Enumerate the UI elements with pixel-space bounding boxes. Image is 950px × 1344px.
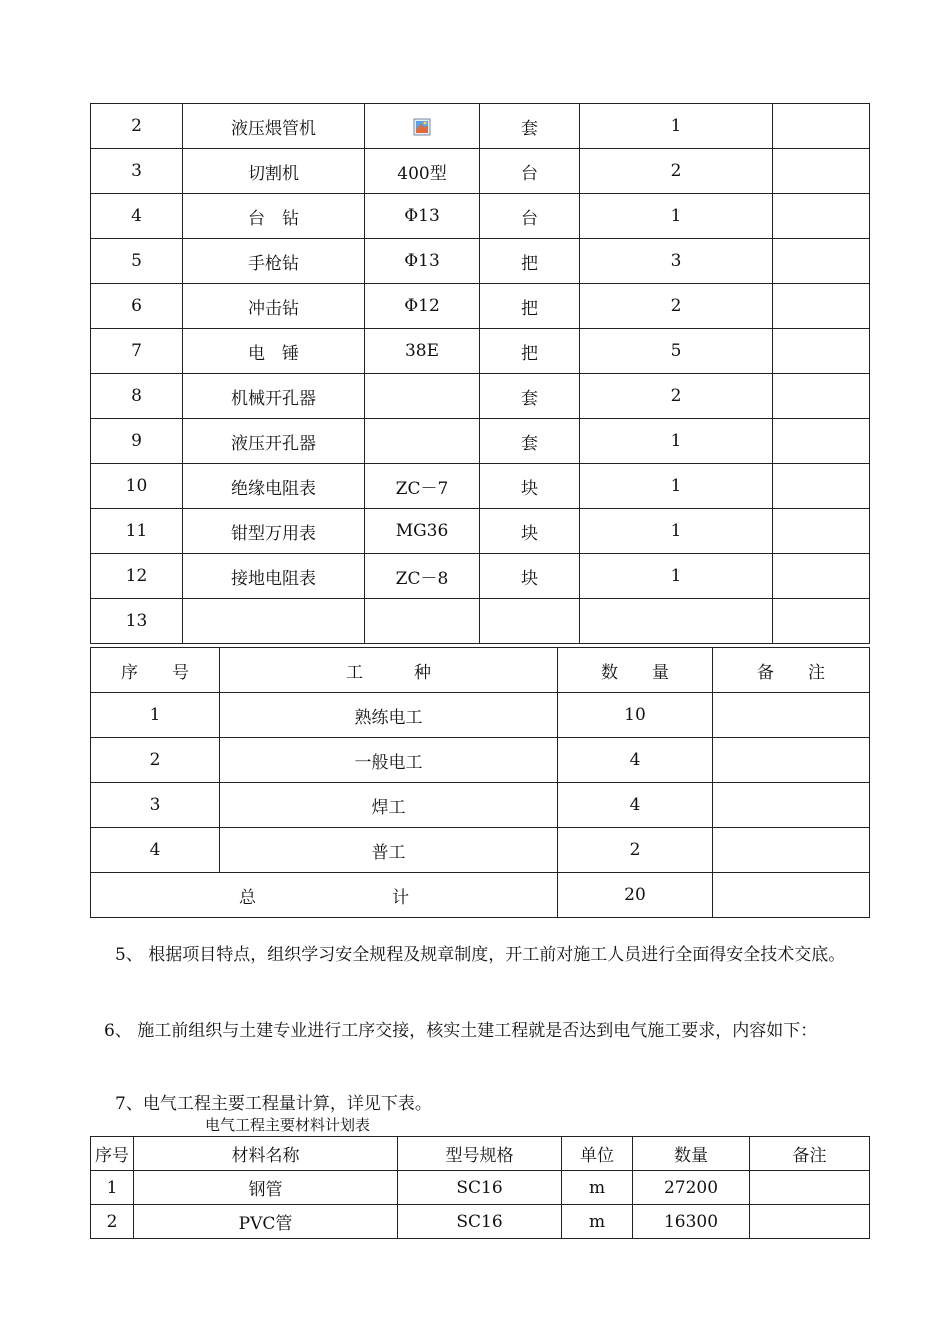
cell-qty: 1 bbox=[580, 464, 773, 509]
materials-row bbox=[91, 1205, 870, 1239]
cell-model: ZC－7 bbox=[365, 464, 480, 509]
cell-model: Φ13 bbox=[365, 239, 480, 284]
total-note bbox=[713, 873, 870, 918]
cell-model: SC16 bbox=[398, 1171, 562, 1205]
cell-name: 接地电阻表 bbox=[183, 554, 365, 599]
header-note: 备注 bbox=[750, 1137, 870, 1171]
cell-name: 液压煨管机 bbox=[183, 104, 365, 149]
cell-no: 12 bbox=[91, 554, 183, 599]
cell-name: 绝缘电阻表 bbox=[183, 464, 365, 509]
cell-note bbox=[773, 194, 870, 239]
materials-header-row bbox=[91, 1137, 870, 1171]
equipment-row bbox=[91, 509, 870, 554]
cell-name: 钳型万用表 bbox=[183, 509, 365, 554]
cell-no: 4 bbox=[91, 828, 220, 873]
cell-qty: 2 bbox=[558, 828, 713, 873]
cell-type: 焊工 bbox=[220, 783, 558, 828]
cell-no: 1 bbox=[91, 1171, 134, 1205]
labor-row bbox=[91, 693, 870, 738]
cell-unit: 台 bbox=[480, 149, 580, 194]
cell-model: Φ13 bbox=[365, 194, 480, 239]
materials-table bbox=[90, 1136, 870, 1239]
cell-no: 10 bbox=[91, 464, 183, 509]
cell-qty bbox=[580, 599, 773, 644]
paragraph-5: 5、 根据项目特点，组织学习安全规程及规章制度，开工前对施工人员进行全面得安全技术交底。 bbox=[115, 945, 846, 965]
equipment-row bbox=[91, 149, 870, 194]
cell-unit: 套 bbox=[480, 419, 580, 464]
header-type: 工 种 bbox=[220, 648, 558, 693]
cell-unit: 把 bbox=[480, 284, 580, 329]
cell-note bbox=[773, 554, 870, 599]
cell-name: 冲击钻 bbox=[183, 284, 365, 329]
cell-note bbox=[773, 284, 870, 329]
header-note: 备 注 bbox=[713, 648, 870, 693]
cell-no: 1 bbox=[91, 693, 220, 738]
cell-qty: 2 bbox=[580, 149, 773, 194]
cell-name: 液压开孔器 bbox=[183, 419, 365, 464]
cell-model: 38E bbox=[365, 329, 480, 374]
header-unit: 单位 bbox=[562, 1137, 633, 1171]
paragraph-6: 6、 施工前组织与土建专业进行工序交接，核实土建工程就是否达到电气施工要求，内容如下： bbox=[104, 1021, 818, 1041]
cell-qty: 2 bbox=[580, 374, 773, 419]
equipment-row bbox=[91, 104, 870, 149]
header-model: 型号规格 bbox=[398, 1137, 562, 1171]
cell-qty: 1 bbox=[580, 104, 773, 149]
cell-no: 4 bbox=[91, 194, 183, 239]
cell-qty: 1 bbox=[580, 509, 773, 554]
cell-note bbox=[713, 693, 870, 738]
header-no: 序 号 bbox=[91, 648, 220, 693]
cell-note bbox=[773, 464, 870, 509]
labor-total-row bbox=[91, 873, 870, 918]
equipment-row bbox=[91, 329, 870, 374]
cell-name: 机械开孔器 bbox=[183, 374, 365, 419]
equipment-row bbox=[91, 599, 870, 644]
header-no: 序号 bbox=[91, 1137, 134, 1171]
cell-unit: m bbox=[562, 1171, 633, 1205]
cell-unit: 把 bbox=[480, 239, 580, 284]
cell-model bbox=[365, 599, 480, 644]
cell-qty: 3 bbox=[580, 239, 773, 284]
cell-model: SC16 bbox=[398, 1205, 562, 1239]
cell-qty: 1 bbox=[580, 554, 773, 599]
cell-model: MG36 bbox=[365, 509, 480, 554]
cell-no: 2 bbox=[91, 104, 183, 149]
cell-name: 手枪钻 bbox=[183, 239, 365, 284]
labor-row bbox=[91, 783, 870, 828]
cell-model bbox=[365, 419, 480, 464]
cell-qty: 5 bbox=[580, 329, 773, 374]
labor-header-row bbox=[91, 648, 870, 693]
cell-no: 5 bbox=[91, 239, 183, 284]
equipment-row bbox=[91, 419, 870, 464]
total-qty: 20 bbox=[558, 873, 713, 918]
header-qty: 数 量 bbox=[558, 648, 713, 693]
cell-qty: 2 bbox=[580, 284, 773, 329]
cell-model: ZC－8 bbox=[365, 554, 480, 599]
total-label: 总 计 bbox=[91, 873, 558, 918]
cell-unit: 块 bbox=[480, 464, 580, 509]
cell-qty: 16300 bbox=[633, 1205, 750, 1239]
cell-name: 台 钻 bbox=[183, 194, 365, 239]
header-qty: 数量 bbox=[633, 1137, 750, 1171]
cell-name bbox=[183, 599, 365, 644]
cell-unit: 把 bbox=[480, 329, 580, 374]
cell-no: 2 bbox=[91, 1205, 134, 1239]
cell-unit: 套 bbox=[480, 104, 580, 149]
cell-no: 6 bbox=[91, 284, 183, 329]
paragraph-7: 7、电气工程主要工程量计算，详见下表。 bbox=[115, 1094, 432, 1114]
cell-type: 一般电工 bbox=[220, 738, 558, 783]
materials-caption: 电气工程主要材料计划表 bbox=[205, 1116, 371, 1134]
cell-qty: 1 bbox=[580, 194, 773, 239]
equipment-row bbox=[91, 554, 870, 599]
equipment-row bbox=[91, 374, 870, 419]
materials-row bbox=[91, 1171, 870, 1205]
cell-note bbox=[773, 149, 870, 194]
cell-unit: m bbox=[562, 1205, 633, 1239]
cell-note bbox=[713, 738, 870, 783]
cell-note bbox=[750, 1205, 870, 1239]
cell-note bbox=[773, 239, 870, 284]
cell-unit: 块 bbox=[480, 509, 580, 554]
labor-table bbox=[90, 647, 870, 918]
cell-name: 电 锤 bbox=[183, 329, 365, 374]
cell-name: 切割机 bbox=[183, 149, 365, 194]
cell-note bbox=[750, 1171, 870, 1205]
cell-qty: 10 bbox=[558, 693, 713, 738]
cell-no: 13 bbox=[91, 599, 183, 644]
cell-qty: 1 bbox=[580, 419, 773, 464]
cell-note bbox=[713, 783, 870, 828]
cell-note bbox=[773, 374, 870, 419]
cell-unit: 台 bbox=[480, 194, 580, 239]
labor-row bbox=[91, 738, 870, 783]
cell-model bbox=[365, 104, 480, 149]
image-placeholder-icon bbox=[413, 118, 431, 136]
cell-note bbox=[773, 329, 870, 374]
cell-note bbox=[773, 509, 870, 554]
cell-no: 2 bbox=[91, 738, 220, 783]
cell-type: 熟练电工 bbox=[220, 693, 558, 738]
cell-model: 400型 bbox=[365, 149, 480, 194]
cell-unit bbox=[480, 599, 580, 644]
cell-note bbox=[773, 104, 870, 149]
cell-no: 8 bbox=[91, 374, 183, 419]
cell-no: 3 bbox=[91, 149, 183, 194]
cell-note bbox=[773, 599, 870, 644]
header-name: 材料名称 bbox=[134, 1137, 398, 1171]
cell-type: 普工 bbox=[220, 828, 558, 873]
cell-qty: 4 bbox=[558, 783, 713, 828]
equipment-row bbox=[91, 194, 870, 239]
cell-no: 7 bbox=[91, 329, 183, 374]
cell-qty: 27200 bbox=[633, 1171, 750, 1205]
cell-no: 9 bbox=[91, 419, 183, 464]
cell-note bbox=[713, 828, 870, 873]
labor-row bbox=[91, 828, 870, 873]
cell-no: 3 bbox=[91, 783, 220, 828]
cell-model bbox=[365, 374, 480, 419]
cell-name: PVC管 bbox=[134, 1205, 398, 1239]
equipment-row bbox=[91, 284, 870, 329]
equipment-table bbox=[90, 103, 870, 644]
cell-model: Φ12 bbox=[365, 284, 480, 329]
equipment-row bbox=[91, 464, 870, 509]
cell-qty: 4 bbox=[558, 738, 713, 783]
cell-name: 钢管 bbox=[134, 1171, 398, 1205]
cell-unit: 套 bbox=[480, 374, 580, 419]
equipment-row bbox=[91, 239, 870, 284]
cell-no: 11 bbox=[91, 509, 183, 554]
cell-note bbox=[773, 419, 870, 464]
cell-unit: 块 bbox=[480, 554, 580, 599]
